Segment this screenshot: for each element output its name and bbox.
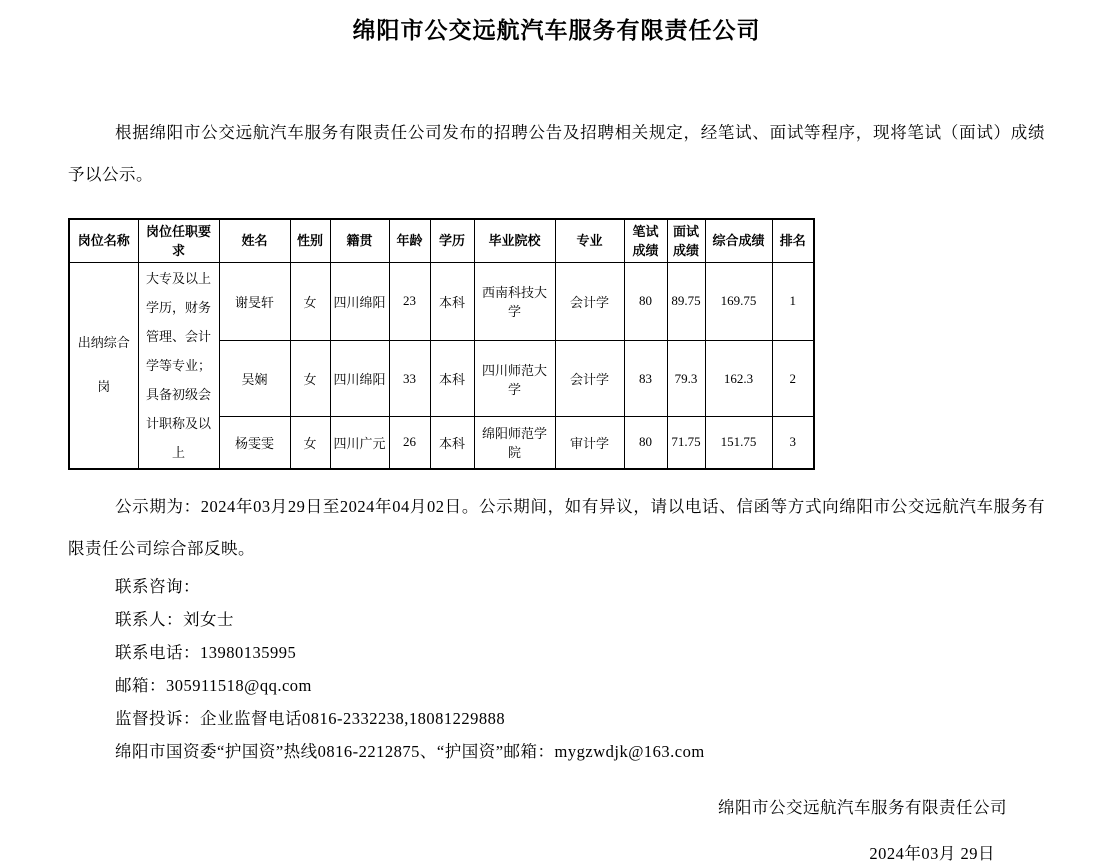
header-major: 专业 [555, 219, 624, 262]
name-cell: 杨雯雯 [219, 417, 290, 469]
contact-phone-line: 联系电话：13980135995 [115, 642, 297, 662]
header-total-score: 综合成绩 [705, 219, 772, 262]
position-requirement-cell: 大专及以上学历，财务管理、会计学等专业；具备初级会计职称及以上 [138, 262, 219, 469]
written-score-cell: 83 [624, 341, 667, 417]
supervision-complaint-line: 监督投诉：企业监督电话0816-2332238,18081229888 [115, 708, 506, 728]
header-name: 姓名 [219, 219, 290, 262]
school-cell: 绵阳师范学院 [474, 417, 555, 469]
total-score-cell: 151.75 [705, 417, 772, 469]
education-cell: 本科 [430, 341, 474, 417]
header-position-name: 岗位名称 [69, 219, 138, 262]
origin-cell: 四川广元 [330, 417, 389, 469]
contact-consult-line: 联系咨询： [115, 576, 200, 596]
origin-cell: 四川绵阳 [330, 341, 389, 417]
header-gender: 性别 [290, 219, 330, 262]
header-age: 年龄 [389, 219, 430, 262]
document-title: 绵阳市公交远航汽车服务有限责任公司 [352, 17, 761, 43]
header-education: 学历 [430, 219, 474, 262]
age-cell: 23 [389, 262, 430, 341]
major-cell: 会计学 [555, 341, 624, 417]
intro-paragraph: 根据绵阳市公交远航汽车服务有限责任公司发布的招聘公告及招聘相关规定，经笔试、面试等程序，现将笔试（面试）成绩予以公示。 [68, 123, 1045, 184]
header-rank: 排名 [772, 219, 814, 262]
school-cell: 西南科技大学 [474, 262, 555, 341]
contact-email-line: 邮箱：305911518@qq.com [115, 675, 312, 695]
position-name-cell: 出纳综合岗 [69, 262, 138, 469]
education-cell: 本科 [430, 417, 474, 469]
written-score-cell: 80 [624, 262, 667, 341]
age-cell: 33 [389, 341, 430, 417]
notice-paragraph: 公示期为：2024年03月29日至2024年04月02日。公示期间，如有异议，请以电话、信函等方式向绵阳市公交远航汽车服务有限责任公司综合部反映。 [68, 496, 1045, 558]
signature-date: 2024年03月 29日 [869, 843, 995, 863]
rank-cell: 3 [772, 417, 814, 469]
rank-cell: 2 [772, 341, 814, 417]
origin-cell: 四川绵阳 [330, 262, 389, 341]
header-interview-score: 面试成绩 [667, 219, 705, 262]
header-school: 毕业院校 [474, 219, 555, 262]
written-score-cell: 80 [624, 417, 667, 469]
contact-person-line: 联系人：刘女士 [115, 609, 234, 629]
signature-company: 绵阳市公交远航汽车服务有限责任公司 [718, 797, 1007, 817]
results-table [68, 218, 815, 470]
major-cell: 审计学 [555, 417, 624, 469]
header-written-score: 笔试成绩 [624, 219, 667, 262]
table-header-row [69, 219, 814, 262]
major-cell: 会计学 [555, 262, 624, 341]
signature-block [68, 796, 1045, 866]
gender-cell: 女 [290, 417, 330, 469]
header-origin: 籍贯 [330, 219, 389, 262]
school-cell: 四川师范大学 [474, 341, 555, 417]
gender-cell: 女 [290, 262, 330, 341]
table-row [69, 262, 814, 341]
contact-block [68, 570, 1045, 768]
header-position-requirement: 岗位任职要求 [138, 219, 219, 262]
name-cell: 吴娴 [219, 341, 290, 417]
rank-cell: 1 [772, 262, 814, 341]
name-cell: 谢旻轩 [219, 262, 290, 341]
gender-cell: 女 [290, 341, 330, 417]
state-assets-hotline-line: 绵阳市国资委“护国资”热线0816-2212875、“护国资”邮箱：mygzwdjk@163.com [115, 741, 705, 761]
education-cell: 本科 [430, 262, 474, 341]
total-score-cell: 162.3 [705, 341, 772, 417]
age-cell: 26 [389, 417, 430, 469]
interview-score-cell: 89.75 [667, 262, 705, 341]
interview-score-cell: 71.75 [667, 417, 705, 469]
total-score-cell: 169.75 [705, 262, 772, 341]
interview-score-cell: 79.3 [667, 341, 705, 417]
